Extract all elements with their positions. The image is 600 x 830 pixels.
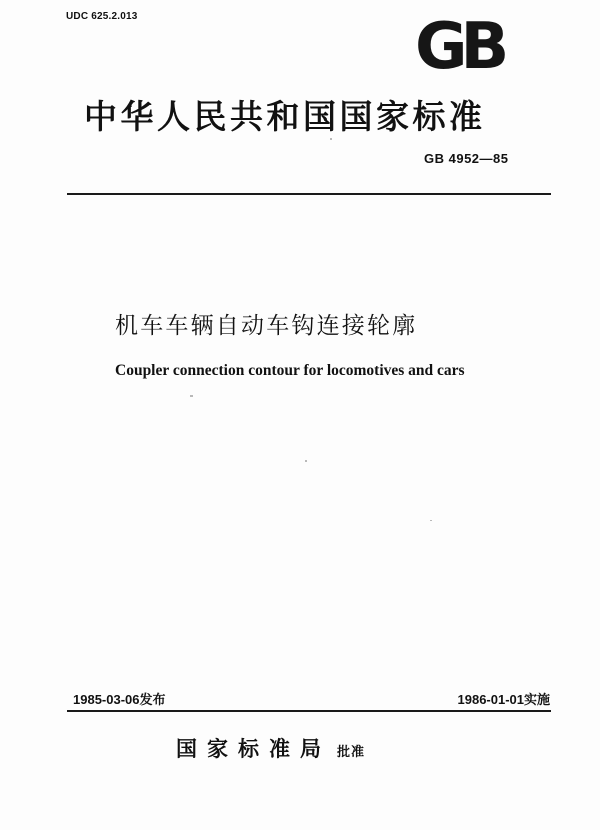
gb-logo-text: GB [415,14,503,72]
scan-speck [430,520,432,521]
footer-divider [67,710,551,712]
document-title-chinese: 机车车辆自动车钩连接轮廓 [115,313,418,339]
implementation-date: 1986-01-01实施 [457,692,550,707]
scan-speck [330,138,332,140]
standard-number: GB 4952—85 [424,151,509,166]
header-divider [67,193,551,195]
issuing-bureau: 国家标准局 [176,736,331,761]
udc-code: UDC 625.2.013 [66,11,138,22]
gb-logo [414,14,529,72]
national-standard-title: 中华人民共和国国家标准 [84,97,486,136]
approval-line [176,733,365,763]
scan-speck [305,460,307,462]
scan-speck [190,395,193,397]
gb-logo-letters [415,14,506,72]
approval-label: 批准 [337,745,366,760]
issue-date: 1985-03-06发布 [73,692,166,707]
document-title-english: Coupler connection contour for locomotives and cars [115,362,465,379]
